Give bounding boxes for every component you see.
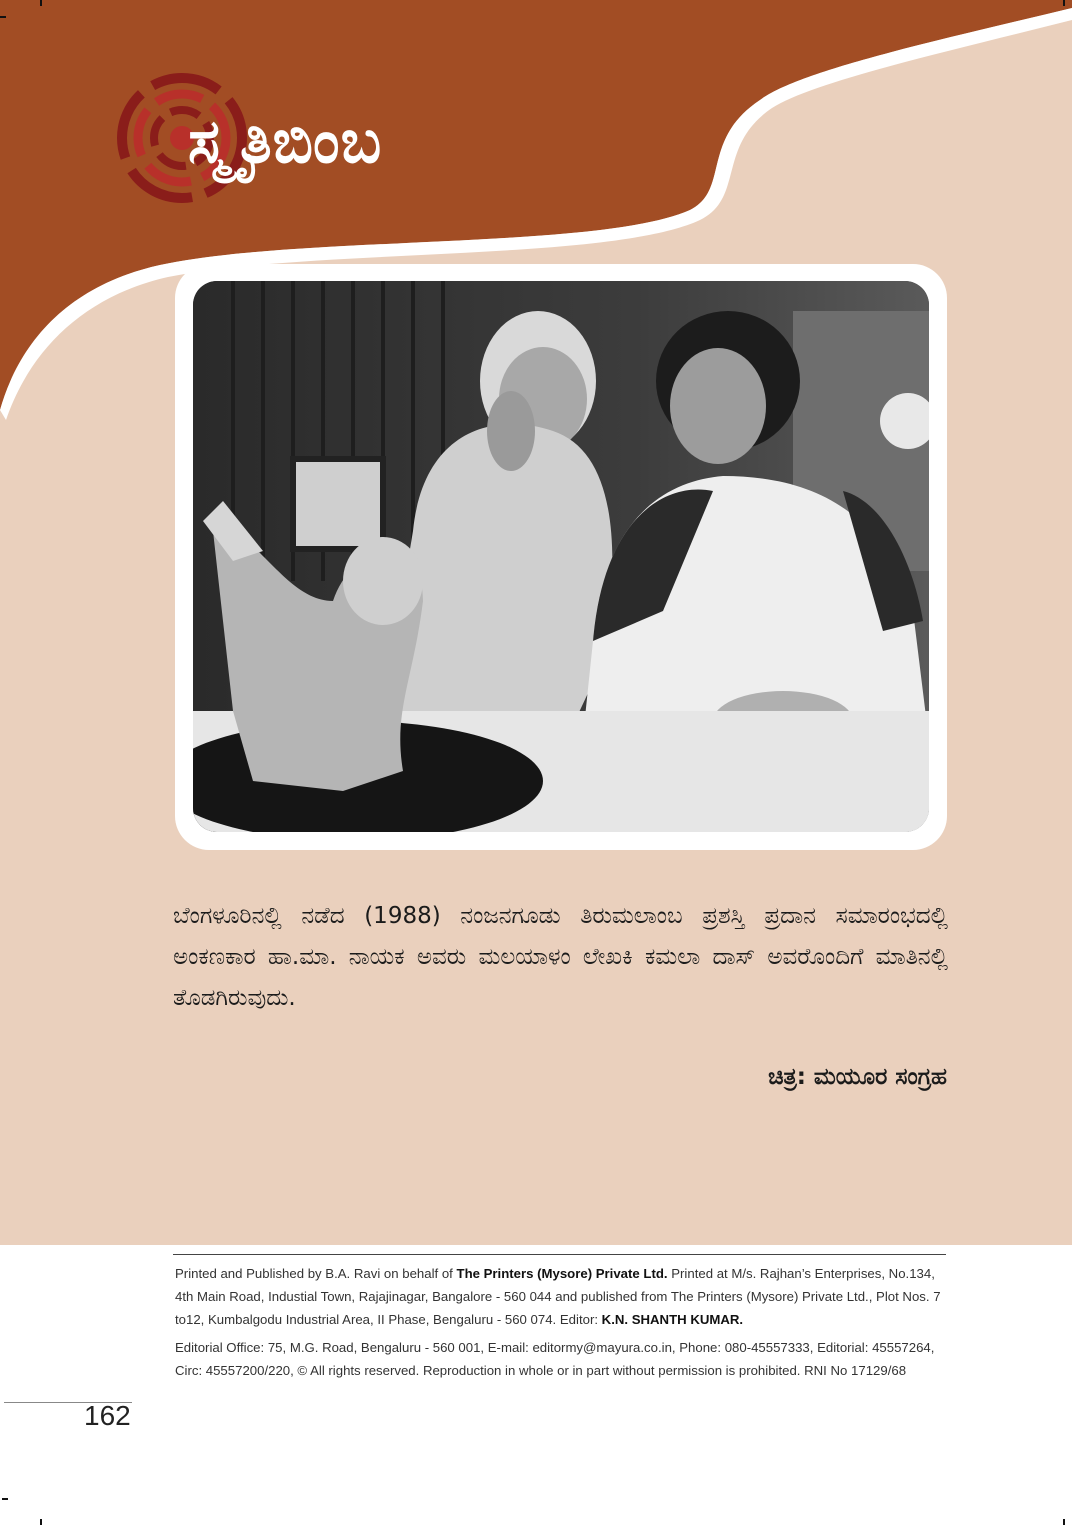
photo-credit: ಚಿತ್ರ: ಮಯೂರ ಸಂಗ್ರಹ — [768, 1064, 947, 1090]
crop-mark — [1063, 1519, 1065, 1525]
editor-name: K.N. SHANTH KUMAR. — [601, 1312, 744, 1327]
imprint-text: Printed and Published by B.A. Ravi on behalf of — [175, 1266, 457, 1281]
imprint-paragraph — [175, 1262, 950, 1331]
crop-mark — [40, 1519, 42, 1525]
imprint-text: Printed at M/s. Rajhan’s Enterprises, No.134, 4th Main Road, Industial Town, Rajajinagar, Bangalore - 560 044 and published from The Printers (Mysore) Private Ltd., Plot Nos. 7 to12, Kumbalgodu Industrial Area, II Phase, Bengaluru - 560 074. Editor: — [175, 1266, 941, 1327]
photograph-icon — [193, 281, 929, 832]
crop-mark — [40, 0, 42, 6]
imprint-divider — [173, 1254, 946, 1255]
editorial-office-paragraph: Editorial Office: 75, M.G. Road, Bengaluru - 560 001, E-mail: editormy@mayura.co.in, Phone: 080-45557333, Editorial: 45557264, Circ: 45557200/220, © All rights reserved. Reproduction in whole or in part without permission is prohibited. RNI No 17129/68 — [175, 1340, 935, 1378]
archival-photograph — [193, 281, 929, 832]
section-title: ಸ್ಮೃತಿಬಿಂಬ — [188, 107, 383, 177]
crop-mark — [1063, 0, 1065, 6]
photo-caption: ಬೆಂಗಳೂರಿನಲ್ಲಿ ನಡೆದ (1988) ನಂಜನಗೂಡು ತಿರುಮಲಾಂಬ ಪ್ರಶಸ್ತಿ ಪ್ರದಾನ ಸಮಾರಂಭದಲ್ಲಿ ಅಂಕಣಕಾರ ಹಾ.ಮಾ. ನಾಯಕ ಅವರು ಮಲಯಾಳಂ ಲೇಖಕಿ ಕಮಲಾ ದಾಸ್ ಅವರೊಂದಿಗೆ ಮಾತಿನಲ್ಲಿ ತೊಡಗಿರುವುದು. — [173, 903, 948, 1011]
page-number: 162 — [84, 1400, 131, 1431]
crop-mark — [0, 16, 6, 18]
publisher-name: The Printers (Mysore) Private Ltd. — [456, 1266, 668, 1281]
crop-mark — [2, 1498, 8, 1500]
